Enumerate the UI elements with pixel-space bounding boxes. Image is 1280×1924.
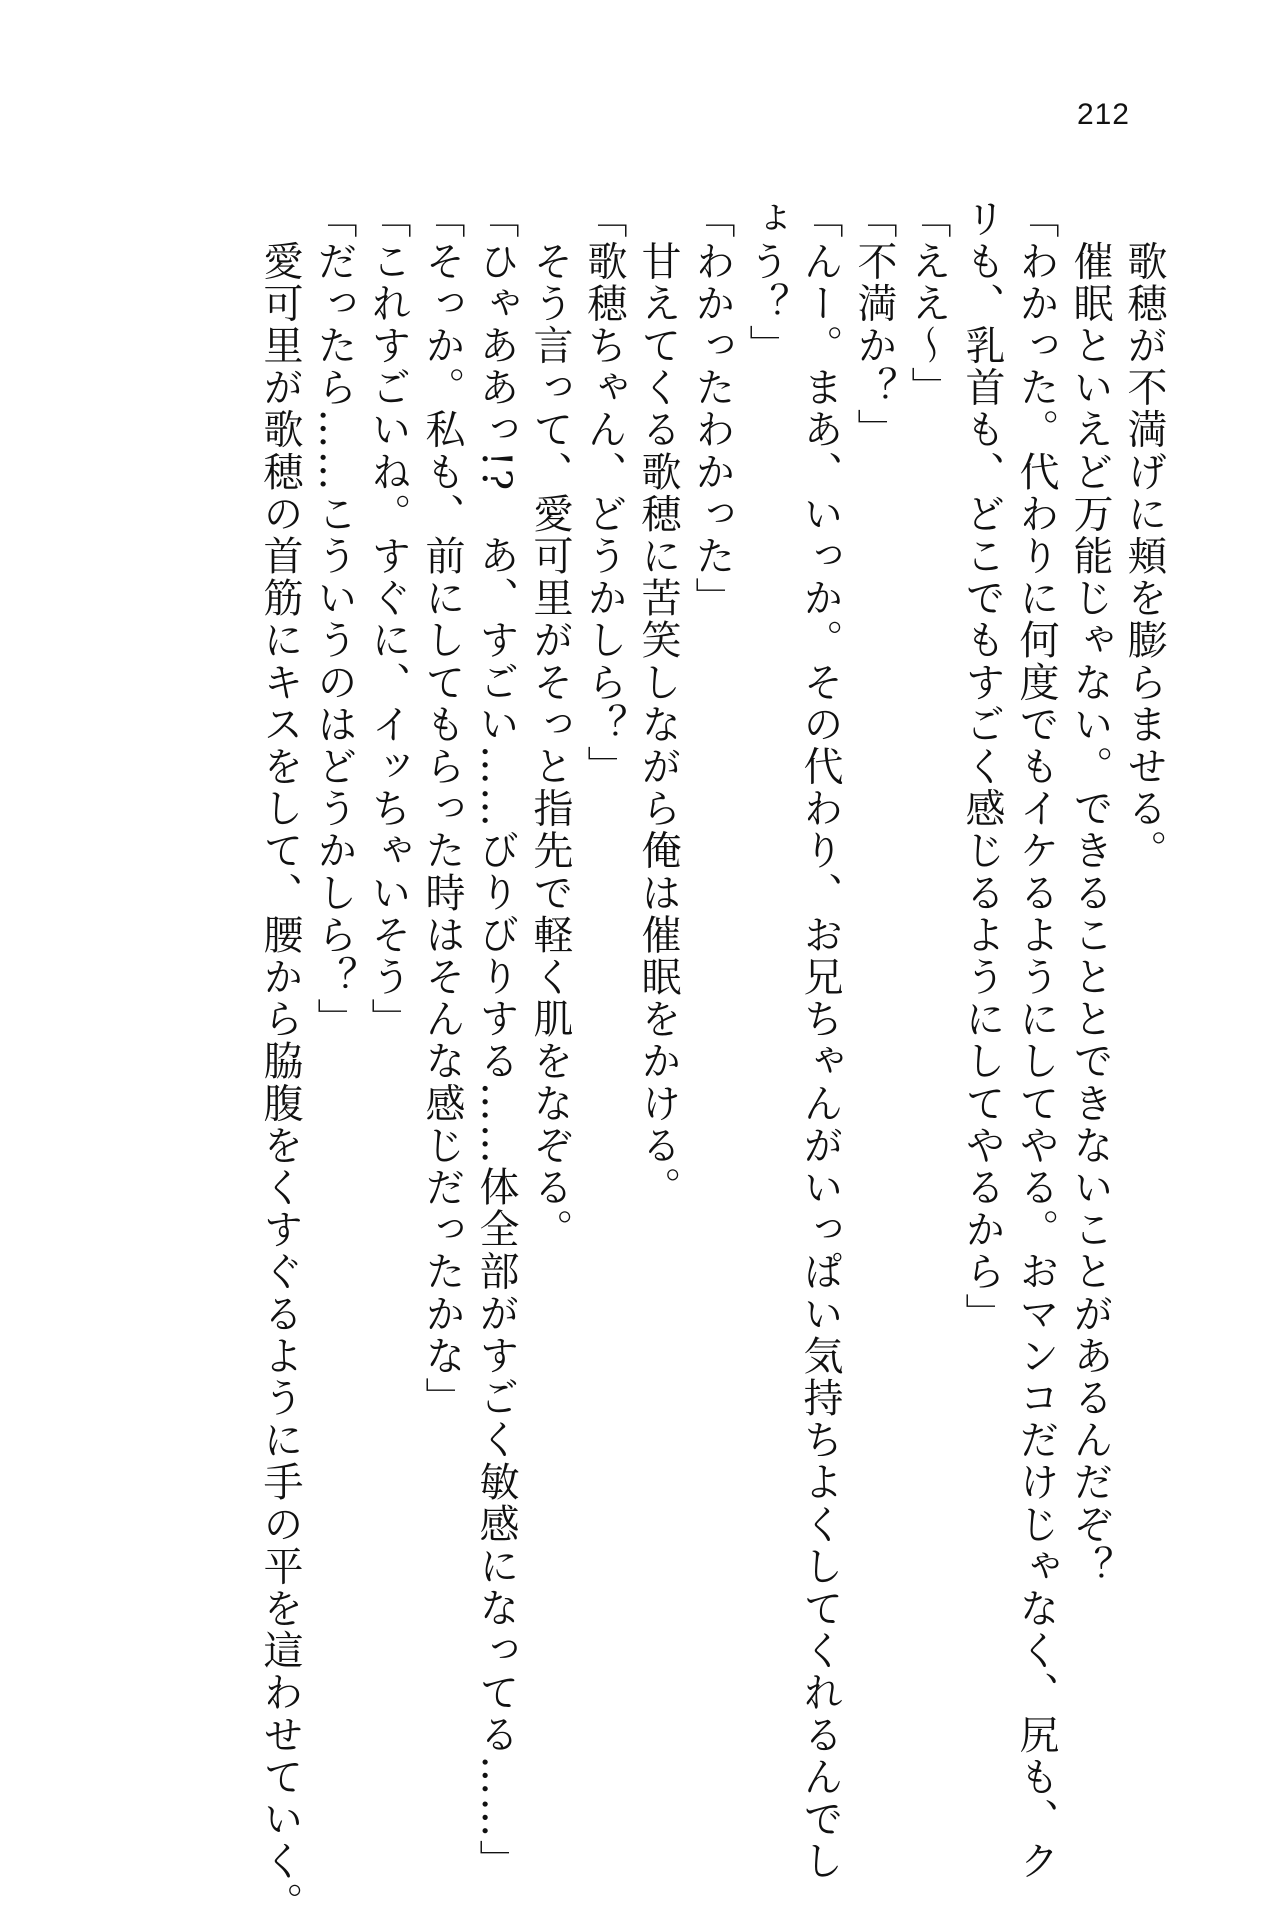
text-line: 「そっか。私も、前にしてもらった時はそんな感じだったかな」 <box>419 198 465 1419</box>
text-line: 歌穂が不満げに頬を膨らませる。 <box>1121 198 1167 872</box>
text-line: 「これすごいね。すぐに、イッちゃいそう」 <box>365 198 411 1040</box>
text-line: 「ひゃああっ!? あ、すごい……びりびりする……体全部がすごく敏感になってる……」 <box>473 198 519 1882</box>
text-line: 「だったら……こういうのはどうかしら？」 <box>311 198 357 1040</box>
text-line: 「ええ～」 <box>905 198 951 409</box>
text-line: ょう？」 <box>743 198 789 367</box>
text-line: 催眠といえど万能じゃない。できることとできないことがあるんだぞ？ <box>1067 198 1113 1588</box>
text-line: 「不満か？」 <box>851 198 897 451</box>
text-line: 愛可里が歌穂の首筋にキスをして、腰から脇腹をくすぐるように手の平を這わせていく。 <box>257 198 303 1924</box>
text-line: 「わかったわかった」 <box>689 198 735 619</box>
text-line: 「歌穂ちゃん、どうかしら？」 <box>581 198 627 788</box>
text-line: リも、乳首も、どこでもすごく感じるようにしてやるから」 <box>959 198 1005 1335</box>
text-line: そう言って、愛可里がそっと指先で軽く肌をなぞる。 <box>527 198 573 1251</box>
text-line: 甘えてくる歌穂に苦笑しながら俺は催眠をかける。 <box>635 198 681 1209</box>
text-line: 「んー。まあ、いっか。その代わり、お兄ちゃんがいっぱい気持ちよくしてくれるんでし <box>797 198 843 1882</box>
page-number: 212 <box>1076 98 1130 131</box>
text-line: 「わかった。代わりに何度でもイケるようにしてやる。おマンコだけじゃなく、尻も、ク <box>1013 198 1059 1882</box>
